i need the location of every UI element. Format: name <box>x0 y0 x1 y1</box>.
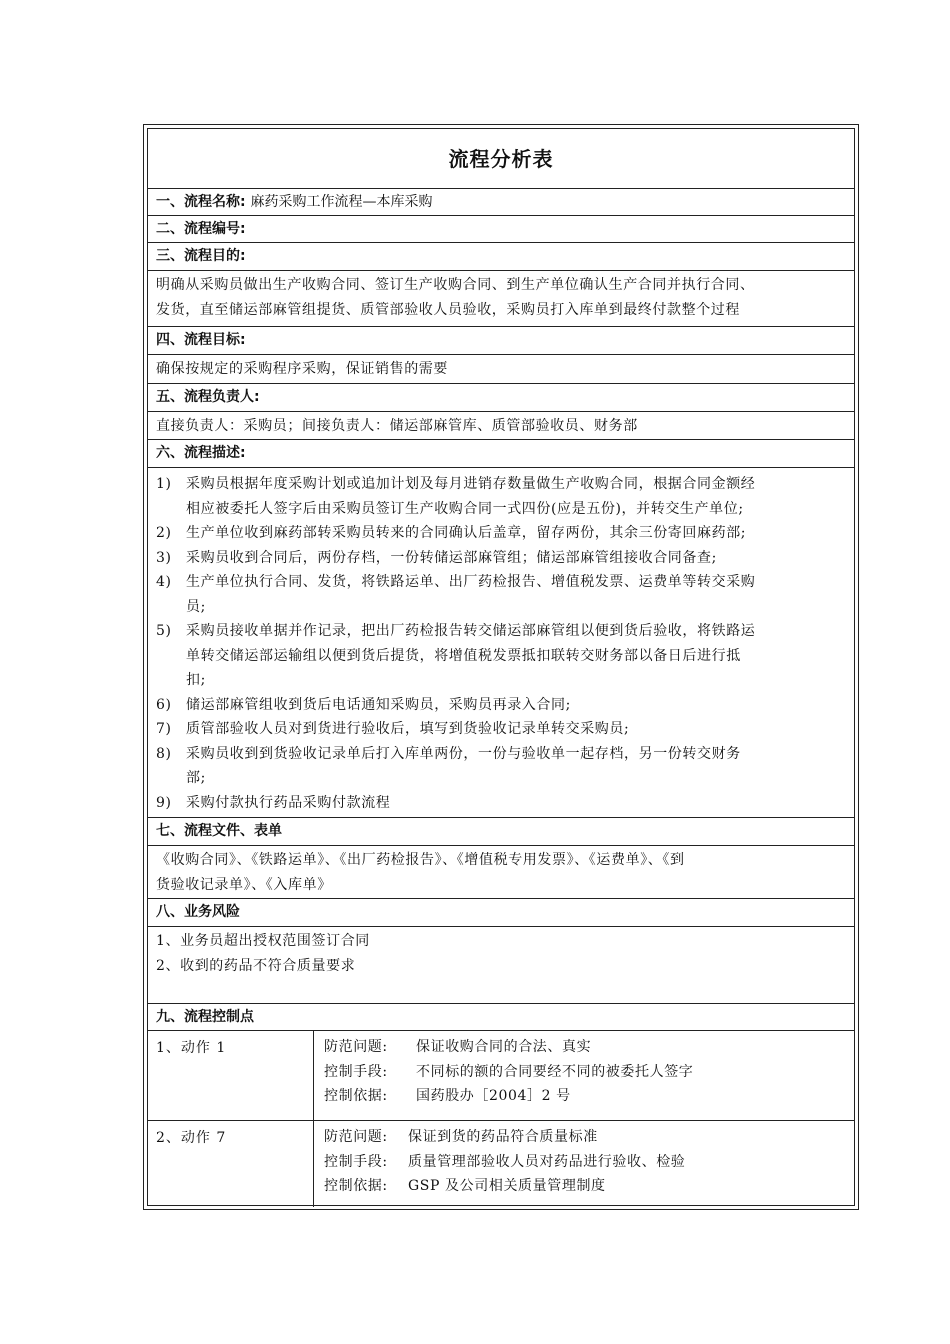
control-point-row <box>148 1121 854 1207</box>
control-point-row <box>148 1031 854 1121</box>
documents-line: 货验收记录单》、《入库单》 <box>156 876 332 893</box>
item-number: 8) <box>156 745 172 762</box>
list-item <box>156 521 846 546</box>
list-item <box>156 742 846 791</box>
risk-line: 2、收到的药品不符合质量要求 <box>156 957 356 974</box>
documents-line: 《收购合同》、《铁路运单》、《出厂药检报告》、《增值税专用发票》、《运费单》、《到 <box>156 852 685 868</box>
control-label: 九、流程控制点 <box>156 1009 254 1025</box>
item-line: 储运部麻管组收到货后电话通知采购员，采购员再录入合同; <box>186 696 571 713</box>
control-value: 保证收购合同的合法、真实 <box>416 1039 592 1055</box>
section-purpose-heading <box>148 243 854 271</box>
control-detail <box>314 1121 854 1207</box>
control-value: 不同标的额的合同要经不同的被委托人签字 <box>416 1063 694 1080</box>
goal-label: 四、流程目标: <box>156 332 246 348</box>
item-line: 生产单位收到麻药部转采购员转来的合同确认后盖章，留存两份，其余三份寄回麻药部; <box>186 525 747 541</box>
list-item <box>156 619 846 693</box>
control-value: GSP 及公司相关质量管理制度 <box>408 1178 606 1194</box>
item-number: 3) <box>156 549 172 566</box>
process-analysis-table <box>143 124 859 1210</box>
documents-label: 七、流程文件、表单 <box>156 823 282 839</box>
control-key: 控制手段: <box>324 1063 388 1080</box>
item-number: 9) <box>156 794 172 811</box>
section-risk-heading <box>148 899 854 927</box>
risk-text <box>148 927 854 1004</box>
item-line: 部; <box>186 770 206 786</box>
control-line <box>324 1084 854 1109</box>
item-line: 采购员收到到货验收记录单后打入库单两份，一份与验收单一起存档，另一份转交财务 <box>186 745 741 762</box>
owner-line: 直接负责人：采购员；间接负责人：储运部麻管库、质管部验收员、财务部 <box>156 418 638 434</box>
control-value: 国药股办［2004］2 号 <box>416 1088 571 1104</box>
control-action: 2、动作 7 <box>148 1121 314 1207</box>
process-number-label: 二、流程编号: <box>156 221 246 237</box>
list-item <box>156 717 846 742</box>
section-process-name <box>148 189 854 216</box>
item-number: 2) <box>156 525 172 541</box>
purpose-line: 发货，直至储运部麻管组提货、质管部验收人员验收，采购员打入库单到最终付款整个过程 <box>156 301 740 318</box>
item-line: 采购员收到合同后，两份存档，一份转储运部麻管组；储运部麻管组接收合同备查; <box>186 549 717 566</box>
control-line <box>324 1150 854 1175</box>
documents-text <box>148 846 854 899</box>
item-number: 5) <box>156 623 172 639</box>
list-item <box>156 791 846 816</box>
owner-text <box>148 412 854 440</box>
process-name-value: 麻药采购工作流程—本库采购 <box>250 194 433 210</box>
control-key: 控制依据: <box>324 1088 388 1104</box>
control-line <box>324 1174 854 1199</box>
table-title: 流程分析表 <box>148 129 854 189</box>
item-line: 采购员根据年度采购计划或追加计划及每月进销存数量做生产收购合同，根据合同金额经 <box>186 476 756 492</box>
item-line: 相应被委托人签字后由采购员签订生产收购合同一式四份(应是五份)，并转交生产单位; <box>186 500 744 517</box>
item-number: 6) <box>156 696 172 713</box>
item-line: 员; <box>186 598 206 615</box>
section-description-heading <box>148 440 854 468</box>
item-line: 单转交储运部运输组以便到货后提货，将增值税发票抵扣联转交财务部以备日后进行抵 <box>186 647 741 664</box>
section-documents-heading <box>148 818 854 846</box>
list-item <box>156 546 846 571</box>
control-line <box>324 1125 854 1150</box>
control-value: 保证到货的药品符合质量标准 <box>408 1129 598 1145</box>
section-process-number <box>148 216 854 243</box>
control-line <box>324 1035 854 1060</box>
description-list <box>148 468 854 818</box>
risk-label: 八、业务风险 <box>156 904 240 920</box>
control-key: 控制手段: <box>324 1153 388 1170</box>
purpose-text <box>148 271 854 327</box>
section-goal-heading <box>148 327 854 355</box>
control-key: 控制依据: <box>324 1178 388 1194</box>
description-label: 六、流程描述: <box>156 445 246 461</box>
item-line: 扣; <box>186 672 206 688</box>
goal-line: 确保按规定的采购程序采购，保证销售的需要 <box>156 361 448 377</box>
control-line <box>324 1060 854 1085</box>
item-line: 生产单位执行合同、发货，将铁路运单、出厂药检报告、增值税发票、运费单等转交采购 <box>186 574 756 590</box>
control-detail <box>314 1031 854 1120</box>
list-item <box>156 472 846 521</box>
item-line: 采购员接收单据并作记录，把出厂药检报告转交储运部麻管组以便到货后验收，将铁路运 <box>186 623 756 639</box>
item-number: 4) <box>156 574 172 590</box>
section-owner-heading <box>148 384 854 412</box>
risk-line: 1、业务员超出授权范围签订合同 <box>156 933 370 949</box>
item-number: 7) <box>156 721 172 737</box>
item-line: 采购付款执行药品采购付款流程 <box>186 794 391 811</box>
control-key: 防范问题: <box>324 1039 388 1055</box>
control-key: 防范问题: <box>324 1129 388 1145</box>
goal-text <box>148 355 854 384</box>
process-name-label: 一、流程名称: <box>156 194 246 210</box>
owner-label: 五、流程负责人: <box>156 389 260 405</box>
item-number: 1) <box>156 476 172 492</box>
list-item <box>156 570 846 619</box>
control-action: 1、动作 1 <box>148 1031 314 1120</box>
purpose-line: 明确从采购员做出生产收购合同、签订生产收购合同、到生产单位确认生产合同并执行合同、 <box>156 277 755 293</box>
table-inner <box>147 128 855 1206</box>
item-line: 质管部验收人员对到货进行验收后，填写到货验收记录单转交采购员; <box>186 721 630 737</box>
control-value: 质量管理部验收人员对药品进行验收、检验 <box>408 1153 686 1170</box>
purpose-label: 三、流程目的: <box>156 248 246 264</box>
section-control-heading <box>148 1004 854 1031</box>
list-item <box>156 693 846 718</box>
